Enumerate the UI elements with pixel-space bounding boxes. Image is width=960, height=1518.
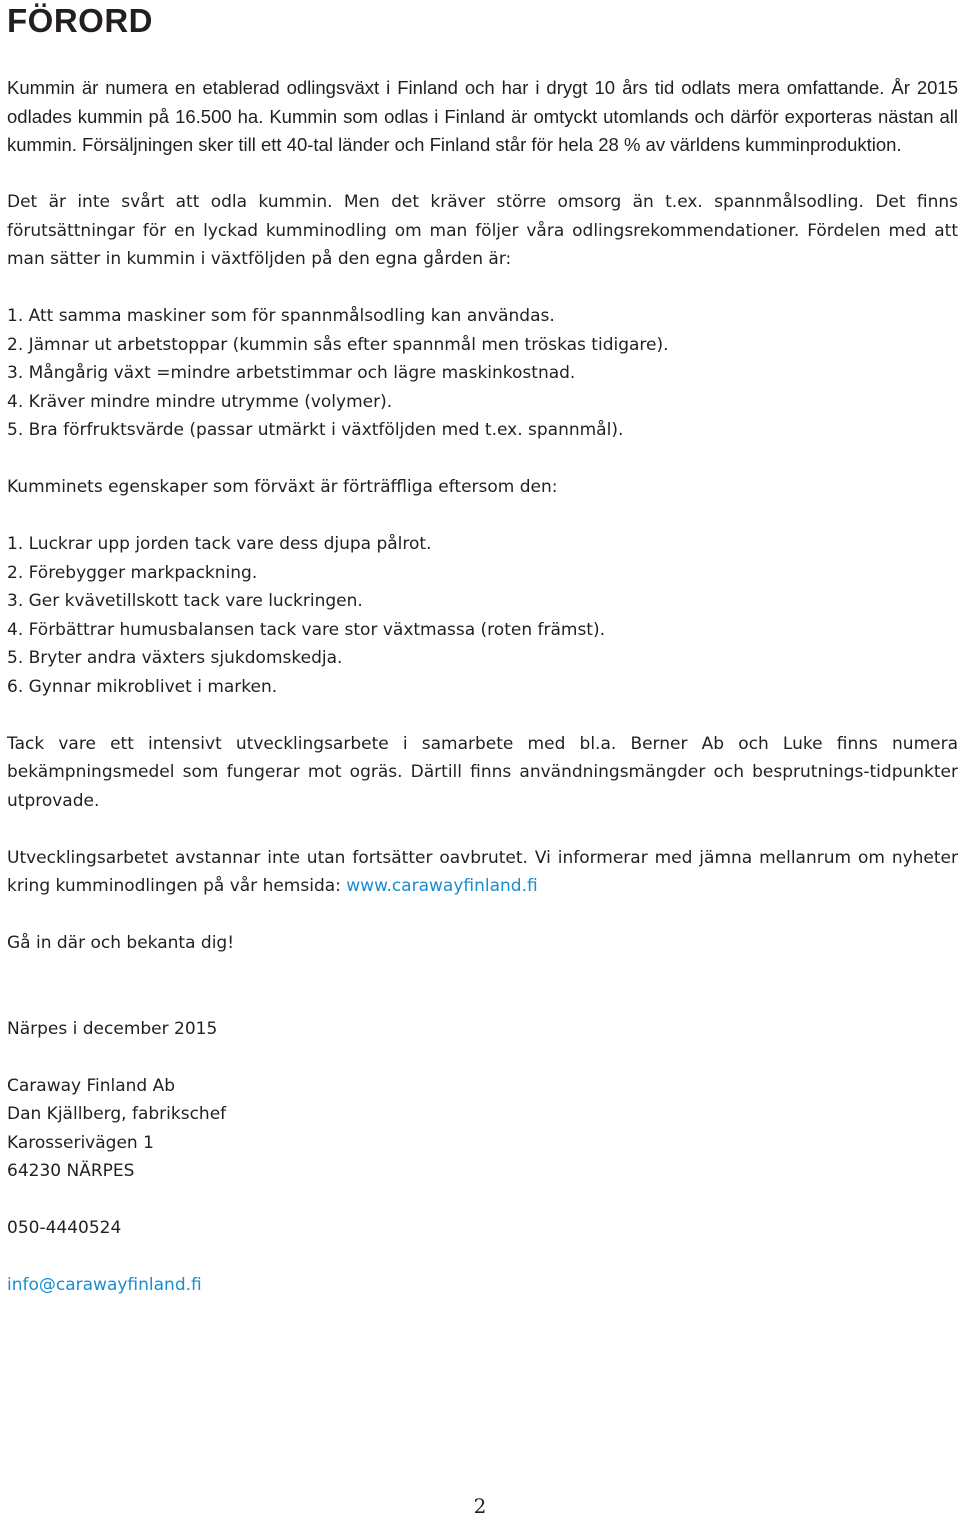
place-date: Närpes i december 2015 (7, 1018, 218, 1039)
development-text: Utvecklingsarbetet avstannar inte utan fortsätter oavbrutet. Vi informerar med jämna mellanrum om nyheter kring kumminodlingen på vår hemsida: (7, 847, 958, 896)
document-page (7, 0, 958, 1300)
list-item: 1. Luckrar upp jorden tack vare dess djupa pålrot. (7, 534, 432, 554)
advantages-list (7, 302, 958, 445)
phone-number: 050-4440524 (7, 1218, 122, 1238)
properties-list (7, 530, 958, 701)
postal-address: 64230 NÄRPES (7, 1161, 135, 1181)
list-item: 3. Ger kvävetillskott tack vare luckringen. (7, 591, 363, 611)
company-name: Caraway Finland Ab (7, 1075, 176, 1096)
signatory: Dan Kjällberg, fabrikschef (7, 1104, 227, 1124)
email-link[interactable]: info@carawayfinland.fi (7, 1275, 202, 1295)
intro-paragraph: Kummin är numera en etablerad odlingsväxt i Finland och har i drygt 10 års tid odlats mera omfattande. År 2015 odlades kummin på 16.500 ha. Kummin som odlas i Finland är omtyckt utomlands och därför exporteras nästan all kummin. Försäljningen sker till ett 40-tal länder och Finland står för hela 28 % av världens kumminproduktion. (7, 77, 958, 155)
body-text (7, 188, 958, 1300)
pesticides-paragraph: Tack vare ett intensivt utvecklingsarbete i samarbete med bl.a. Berner Ab och Luke finns numera bekämpningsmedel som fungerar mot ogräs. Därtill finns användningsmängder och besprutnings-tidpunkter utprovade. (7, 733, 958, 811)
website-link[interactable]: www.carawayfinland.fi (346, 876, 538, 896)
list-item: 6. Gynnar mikroblivet i marken. (7, 676, 278, 697)
properties-paragraph: Kumminets egenskaper som förväxt är förträffliga eftersom den: (7, 477, 558, 497)
street-address: Karosserivägen 1 (7, 1132, 154, 1153)
signature-block (7, 1072, 958, 1186)
list-item: 4. Kräver mindre mindre utrymme (volymer). (7, 391, 393, 412)
page-title: FÖRORD (7, 2, 153, 39)
list-item: 5. Bryter andra växters sjukdomskedja. (7, 648, 343, 668)
list-item: 5. Bra förfruktsvärde (passar utmärkt i växtföljden med t.ex. spannmål). (7, 420, 624, 440)
development-paragraph (7, 844, 958, 901)
email-line (7, 1271, 958, 1300)
closing-line: Gå in där och bekanta dig! (7, 933, 235, 953)
list-item: 2. Jämnar ut arbetstoppar (kummin sås efter spannmål men tröskas tidigare). (7, 334, 669, 355)
list-item: 2. Förebygger markpackning. (7, 562, 258, 583)
advantages-paragraph: Det är inte svårt att odla kummin. Men det kräver större omsorg än t.ex. spannmålsodling. Det finns förutsättningar för en lyckad kumminodling om man följer våra odlingsrekommendationer. Fördelen med att man sätter in kummin i växtföljden på den egna gården är: (7, 192, 958, 269)
list-item: 1. Att samma maskiner som för spannmålsodling kan användas. (7, 306, 555, 326)
spacer (7, 958, 958, 987)
list-item: 4. Förbättrar humusbalansen tack vare stor växtmassa (roten främst). (7, 619, 606, 640)
page-number: 2 (473, 1494, 487, 1518)
list-item: 3. Mångårig växt =mindre arbetstimmar och lägre maskinkostnad. (7, 363, 576, 383)
